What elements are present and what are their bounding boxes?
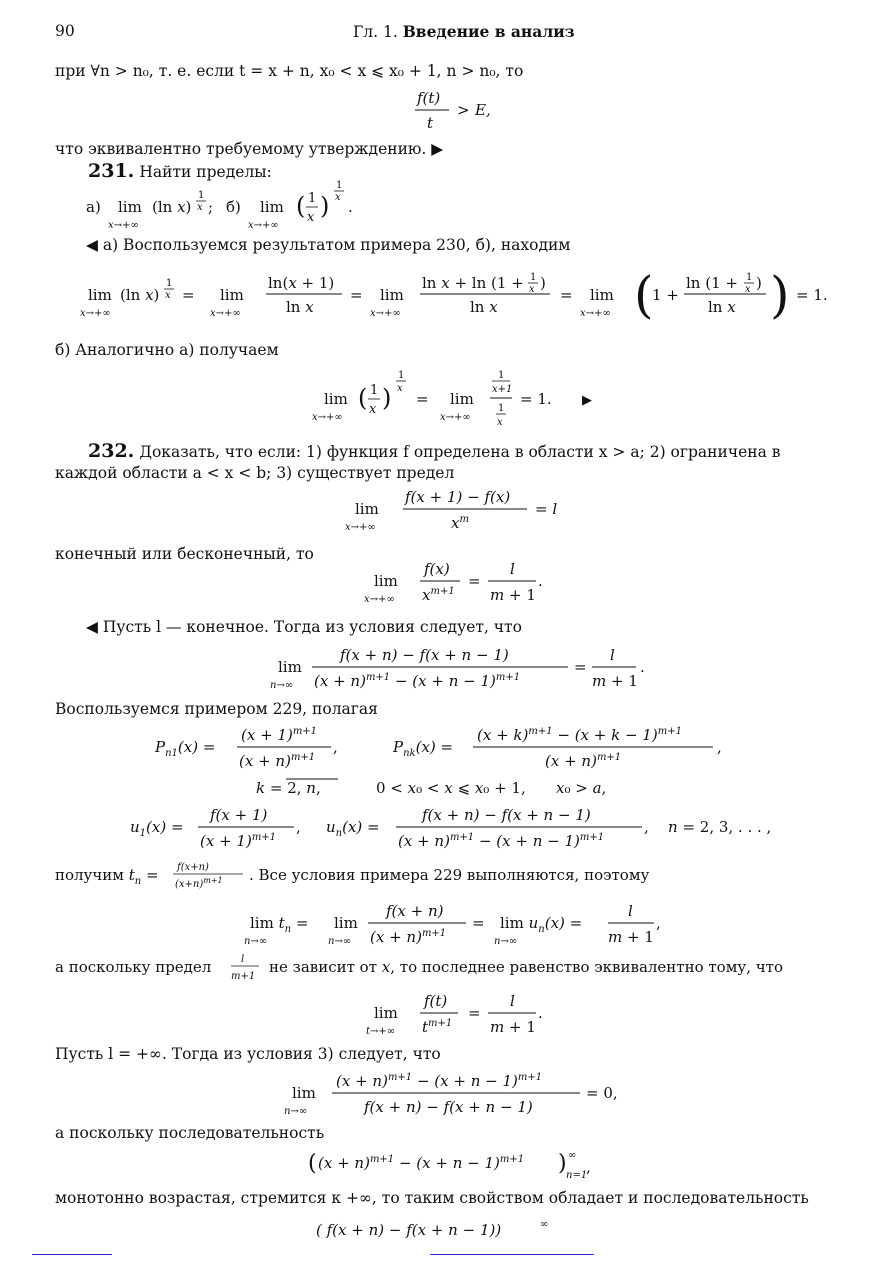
svg-text:f(x + 1) − f(x): f(x + 1) − f(x) (405, 488, 511, 506)
svg-text:x→+∞: x→+∞ (440, 412, 471, 423)
svg-text:n→∞: n→∞ (328, 936, 352, 947)
svg-text:.: . (640, 658, 645, 676)
problem-number: 232. (88, 440, 135, 462)
formula-inline-limit-text (55, 952, 855, 988)
problem-232-heading (88, 440, 780, 462)
svg-text:lim: lim (324, 390, 348, 408)
formula-conditions (256, 775, 636, 801)
svg-text:): ) (770, 266, 790, 324)
formula-t-limit (366, 988, 566, 1040)
svg-text:lim: lim (260, 198, 284, 216)
formula-block (364, 556, 564, 612)
svg-text:tm+1: $t^{m+1}$ (422, 1018, 453, 1036)
svg-text:x→+∞: x→+∞ (80, 308, 111, 319)
svg-text:∞: ∞ (540, 1219, 549, 1230)
formula-231b (312, 364, 612, 430)
cropped-formula-fragment (300, 1212, 580, 1239)
svg-text:(x + 1)m+1: $(x + 1)^{m+1}$ (241, 726, 318, 744)
problem-number: 231. (88, 160, 135, 182)
text-line: б) Аналогично а) получаем (55, 341, 279, 359)
svg-text:(x + n)m+1: $(x + n)^{m+1}$ (545, 752, 622, 770)
svg-text:= 1.: = 1. (796, 286, 828, 304)
svg-text:(x + n)m+1 − (x + n − 1)m+1: $(x + n)^{m+1} - (x + n - 1)^{m+1}$ (398, 832, 605, 850)
svg-text:x: x (165, 290, 171, 301)
svg-text:,: , (586, 1158, 591, 1176)
svg-text:ln x: ln x (470, 298, 498, 316)
svg-text:): ) (320, 192, 330, 220)
formula-limit-chain (80, 258, 840, 330)
svg-text:ln(x + 1): ln(x + 1) (268, 274, 335, 292)
svg-text:ln x + ln (1 +: ln x + ln (1 + (422, 274, 524, 292)
svg-text:x: x (497, 417, 503, 428)
svg-text:l: l (510, 560, 515, 578)
svg-text:f(x + n) − f(x + n − 1): f(x + n) − f(x + n − 1) (364, 1098, 533, 1116)
svg-text:Pnk(x) =: $P_{nk}(x)$ = (393, 738, 454, 759)
formula-sequence (308, 1144, 628, 1186)
problem-statement: Найти пределы: (139, 163, 272, 181)
svg-text:x→+∞: x→+∞ (210, 308, 241, 319)
formula-block (55, 952, 855, 992)
svg-text:=: = (182, 286, 195, 304)
svg-text:): ) (382, 384, 392, 412)
formula-block (270, 640, 660, 698)
svg-text:lim: lim (590, 286, 614, 304)
svg-text:=: = (468, 572, 481, 590)
formula-block (244, 898, 684, 954)
formula-P-definitions (155, 720, 735, 776)
formula-231-limits (86, 176, 386, 232)
svg-text:n→∞: n→∞ (284, 1106, 308, 1117)
formula-block (284, 1066, 644, 1126)
svg-text:x: x (197, 202, 203, 213)
svg-text:x→+∞: x→+∞ (312, 412, 343, 423)
svg-text:1: 1 (498, 370, 505, 381)
svg-text:m+1: m+1 (231, 971, 256, 982)
svg-text:lim: lim (278, 658, 302, 676)
svg-text:(x+n)m+1: $(x+n)^{m+1}$ (175, 876, 223, 890)
svg-text:lim: lim (220, 286, 244, 304)
svg-text:(x + n)m+1 − (x + n − 1)m+1: $(x + n)^{m+1} - (x + n - 1)^{m+1}$ (314, 672, 521, 690)
svg-text:E,: E, (475, 101, 491, 119)
svg-text:(: ( (308, 1151, 317, 1176)
svg-text:а): а) (86, 198, 101, 216)
svg-text:lim: lim (450, 390, 474, 408)
svg-text:1 +: 1 + (652, 286, 679, 304)
svg-text:): ) (540, 274, 546, 292)
formula-ft-over-t (415, 88, 515, 134)
svg-text:1: 1 (166, 278, 173, 289)
svg-text:=: = (416, 390, 429, 408)
svg-text:(ln x): (ln x) (152, 198, 192, 216)
svg-text:(x + n)m+1: $(x + n)^{m+1}$ (370, 928, 447, 946)
text-line: ◀ Пусть l — конечное. Тогда из условия следует, что (86, 618, 522, 636)
text-line: каждой области a < x < b; 3) существует предел (55, 464, 455, 482)
svg-text:=: = (472, 914, 485, 932)
svg-text:= l: = l (535, 500, 558, 518)
text-line: при ∀n > n₀, т. е. если t = x + n, x₀ < x ⩽ x₀ + 1, n > n₀, то (55, 62, 524, 80)
text-line: Воспользуемся примером 229, полагая (55, 700, 378, 718)
formula-block (55, 860, 695, 900)
svg-text:xm+1: $x^{m+1}$ (422, 586, 455, 604)
svg-text:l: l (510, 992, 515, 1010)
svg-text:ln x: ln x (286, 298, 314, 316)
svg-text:Pn1(x) =: $P_{n1}(x)$ = (155, 738, 216, 759)
svg-text:>: > (457, 101, 470, 119)
svg-text:,: , (656, 914, 661, 932)
svg-text:lim: lim (292, 1084, 316, 1102)
problem-statement: Доказать, что если: 1) функция f определена в области x > a; 2) ограничена в (139, 443, 781, 461)
svg-text:x→+∞: x→+∞ (364, 594, 395, 605)
svg-text:( f(x + n) − f(x + n − 1)): ( f(x + n) − f(x + n − 1)) (316, 1221, 502, 1239)
svg-text:1: 1 (398, 370, 405, 381)
svg-text:f(x + n) − f(x + n − 1): f(x + n) − f(x + n − 1) (422, 806, 591, 824)
svg-text:б): б) (226, 198, 241, 216)
svg-text:f(t): f(t) (424, 992, 448, 1010)
svg-text:=: = (468, 1004, 481, 1022)
svg-text:l: l (610, 646, 615, 664)
svg-text:x: x (745, 284, 751, 295)
svg-text:n→∞: n→∞ (244, 936, 268, 947)
svg-text:.: . (538, 1004, 543, 1022)
svg-text:1: 1 (530, 272, 537, 283)
svg-text:t→+∞: t→+∞ (366, 1026, 396, 1037)
svg-text:lim: lim (374, 1004, 398, 1022)
svg-text:l: l (628, 902, 633, 920)
svg-text:x→+∞: x→+∞ (248, 220, 279, 231)
svg-text:lim: lim (334, 914, 358, 932)
svg-text:(x + k)m+1 − (x + k − 1)m+1: $(x + k)^{m+1} - (x + k - 1)^{m+1}$ (477, 726, 682, 744)
svg-text:xm: $x^m$ (451, 514, 469, 532)
svg-text:,: , (296, 818, 301, 836)
svg-text:x→+∞: x→+∞ (345, 522, 376, 533)
svg-text:. Все условия примера 229 выпо: . Все условия примера 229 выполняются, поэтому (249, 866, 650, 884)
formula-tn-limit (244, 898, 684, 950)
svg-text:n→∞: n→∞ (270, 680, 294, 691)
svg-text:f(x+n): f(x+n) (177, 862, 209, 873)
svg-text:x→+∞: x→+∞ (370, 308, 401, 319)
svg-text:1: 1 (498, 403, 505, 414)
svg-text:f(t): f(t) (417, 89, 441, 107)
footer-rule-left (32, 1254, 112, 1255)
text-line: что эквивалентно требуемому утверждению. ▶ (55, 140, 444, 158)
svg-text:lim un(x) =: $\lim u_n(x)$ = (500, 914, 583, 935)
svg-text:1: 1 (370, 383, 379, 398)
formula-block (415, 88, 515, 138)
svg-text:lim: lim (380, 286, 404, 304)
svg-text:0 < x₀ < x ⩽ x₀ + 1,: 0 < x₀ < x ⩽ x₀ + 1, (376, 779, 526, 797)
svg-text:получим tn =: получим $t_n$ = (55, 866, 159, 887)
svg-text:f(x + 1): f(x + 1) (210, 806, 268, 824)
svg-text:lim: lim (118, 198, 142, 216)
formula-232-claim (364, 556, 564, 608)
svg-text:1: 1 (336, 180, 343, 191)
svg-text:x: x (335, 192, 341, 203)
svg-text:m + 1: m + 1 (608, 928, 654, 946)
svg-text:x: x (397, 383, 403, 394)
svg-text:x→+∞: x→+∞ (580, 308, 611, 319)
svg-text:f(x + n) − f(x + n − 1): f(x + n) − f(x + n − 1) (340, 646, 509, 664)
svg-text:m + 1: m + 1 (490, 1018, 536, 1036)
svg-text:lim tn =: $\lim t_n$ = (250, 914, 309, 935)
svg-text:): ) (756, 274, 762, 292)
svg-text:.: . (538, 572, 543, 590)
svg-text:lim: lim (374, 572, 398, 590)
svg-text:▶: ▶ (582, 393, 592, 408)
formula-block (130, 800, 790, 860)
svg-text:k = 2, n,: k = 2, n, (256, 779, 321, 797)
svg-text:(: ( (358, 384, 368, 412)
svg-text:lim: lim (355, 500, 379, 518)
svg-text:x₀ > a,: x₀ > a, (556, 779, 607, 797)
svg-text:l: l (241, 954, 245, 965)
svg-text:=: = (574, 658, 587, 676)
svg-text:lim: lim (88, 286, 112, 304)
svg-text:(x + n)m+1: $(x + n)^{m+1}$ (239, 752, 316, 770)
svg-text:(: ( (296, 192, 306, 220)
svg-text:.: . (348, 198, 353, 216)
formula-block (155, 720, 735, 780)
svg-text:un(x) =: $u_n(x)$ = (326, 818, 380, 839)
svg-text:ln x: ln x (708, 298, 736, 316)
svg-text:1: 1 (198, 190, 205, 201)
svg-text:m + 1: m + 1 (490, 586, 536, 604)
formula-inverse-ratio (284, 1066, 644, 1122)
svg-text:∞: ∞ (568, 1150, 577, 1161)
svg-text:,: , (717, 738, 722, 756)
formula-ratio-limit (270, 640, 660, 694)
formula-block (345, 484, 585, 538)
formula-block (80, 258, 840, 334)
svg-text:): ) (558, 1151, 567, 1176)
svg-text:m + 1: m + 1 (592, 672, 638, 690)
svg-text:n = 2, 3, . . . ,: n = 2, 3, . . . , (668, 818, 772, 836)
svg-text:u1(x) =: $u_1(x)$ = (130, 818, 184, 839)
svg-text:n→∞: n→∞ (494, 936, 518, 947)
svg-text:x: x (529, 284, 535, 295)
formula-block (366, 988, 566, 1044)
text-line: а поскольку последовательность (55, 1124, 325, 1142)
svg-text:1: 1 (308, 191, 317, 206)
chapter-title: Введение в анализ (402, 22, 575, 41)
formula-block (86, 176, 386, 236)
svg-text:= 1.: = 1. (520, 390, 552, 408)
text-line: Пусть l = +∞. Тогда из условия 3) следует, что (55, 1045, 441, 1063)
svg-text:(x + 1)m+1: $(x + 1)^{m+1}$ (200, 832, 277, 850)
svg-text:а поскольку предел: а поскольку предел (55, 958, 212, 976)
svg-text:(ln x): (ln x) (120, 286, 160, 304)
text-line: монотонно возрастая, стремится к +∞, то таким свойством обладает и последовательность (55, 1189, 809, 1207)
text-line: ◀ а) Воспользуемся результатом примера 230, б), находим (86, 236, 571, 254)
svg-text:x: x (369, 402, 377, 417)
svg-text:f(x + n): f(x + n) (386, 902, 444, 920)
formula-block (312, 364, 612, 434)
svg-text:t: t (427, 114, 434, 132)
svg-text:(x + n)m+1 − (x + n − 1)m+1: $(x + n)^{m+1} - (x + n - 1)^{m+1}$ (336, 1072, 543, 1090)
svg-text:f(x): f(x) (424, 560, 450, 578)
chapter-label: Гл. 1. (353, 23, 398, 41)
formula-u-definitions (130, 800, 790, 856)
svg-text:1: 1 (746, 272, 753, 283)
svg-text:= 0,: = 0, (586, 1084, 618, 1102)
svg-text:x→+∞: x→+∞ (108, 220, 139, 231)
svg-text:x+1: x+1 (492, 384, 513, 395)
svg-text:x: x (307, 210, 315, 225)
svg-text:(: ( (634, 266, 654, 324)
formula-232-hypothesis (345, 484, 585, 534)
svg-text:n=1: n=1 (566, 1170, 588, 1181)
text-line: конечный или бесконечный, то (55, 545, 314, 563)
formula-block (308, 1144, 628, 1190)
svg-text:,: , (333, 738, 338, 756)
page-number: 90 (55, 22, 75, 40)
svg-text:;: ; (208, 198, 214, 216)
svg-text:=: = (560, 286, 573, 304)
svg-text:,: , (644, 818, 649, 836)
formula-inline-tn (55, 860, 695, 896)
svg-text:не зависит от x, то последнее: не зависит от x, то последнее равенство эквивалентно тому, что (269, 958, 783, 976)
svg-text:ln (1 +: ln (1 + (686, 274, 738, 292)
running-header (353, 22, 575, 41)
footer-rule-right (430, 1254, 594, 1255)
svg-text:=: = (350, 286, 363, 304)
svg-text:(x + n)m+1 − (x + n − 1)m+1: $(x + n)^{m+1} - (x + n - 1)^{m+1}$ (318, 1154, 525, 1172)
